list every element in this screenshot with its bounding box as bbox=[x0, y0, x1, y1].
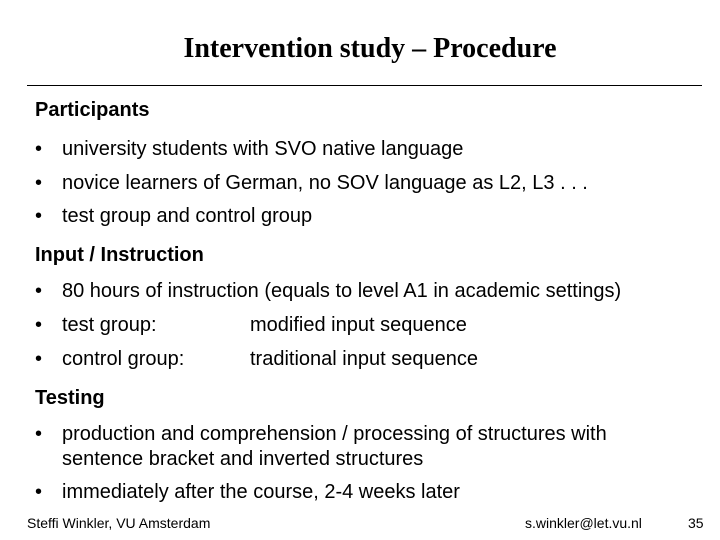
slide-title: Intervention study – Procedure bbox=[183, 33, 557, 64]
footer-email: s.winkler@let.vu.nl bbox=[525, 515, 642, 531]
bullet-value: traditional input sequence bbox=[250, 348, 478, 370]
bullet-glyph: • bbox=[35, 348, 43, 370]
bullet-label: test group: bbox=[62, 314, 157, 336]
bullet-glyph: • bbox=[35, 314, 43, 336]
title-divider bbox=[27, 85, 702, 86]
section-heading-testing: Testing bbox=[35, 387, 105, 409]
bullet-glyph: • bbox=[35, 280, 43, 302]
bullet-text: 80 hours of instruction (equals to level A1 in academic settings) bbox=[62, 280, 622, 302]
bullet-label: control group: bbox=[62, 348, 185, 370]
bullet-glyph: • bbox=[35, 481, 43, 503]
bullet-text: test group and control group bbox=[62, 205, 313, 227]
bullet-text: university students with SVO native language bbox=[62, 138, 464, 160]
bullet-glyph: • bbox=[35, 172, 43, 194]
page-number: 35 bbox=[688, 515, 704, 531]
bullet-glyph: • bbox=[35, 205, 43, 227]
bullet-text: novice learners of German, no SOV language as L2, L3 . . . bbox=[62, 172, 588, 194]
footer-author: Steffi Winkler, VU Amsterdam bbox=[27, 515, 211, 531]
section-heading-participants: Participants bbox=[35, 99, 150, 121]
bullet-glyph: • bbox=[35, 138, 43, 160]
bullet-value: modified input sequence bbox=[250, 314, 467, 336]
bullet-text: immediately after the course, 2-4 weeks later bbox=[62, 481, 460, 503]
bullet-glyph: • bbox=[35, 423, 43, 445]
bullet-text: production and comprehension / processing of structures with sentence bracket and inverted structures bbox=[62, 423, 607, 470]
section-heading-input-instruction: Input / Instruction bbox=[35, 244, 204, 266]
